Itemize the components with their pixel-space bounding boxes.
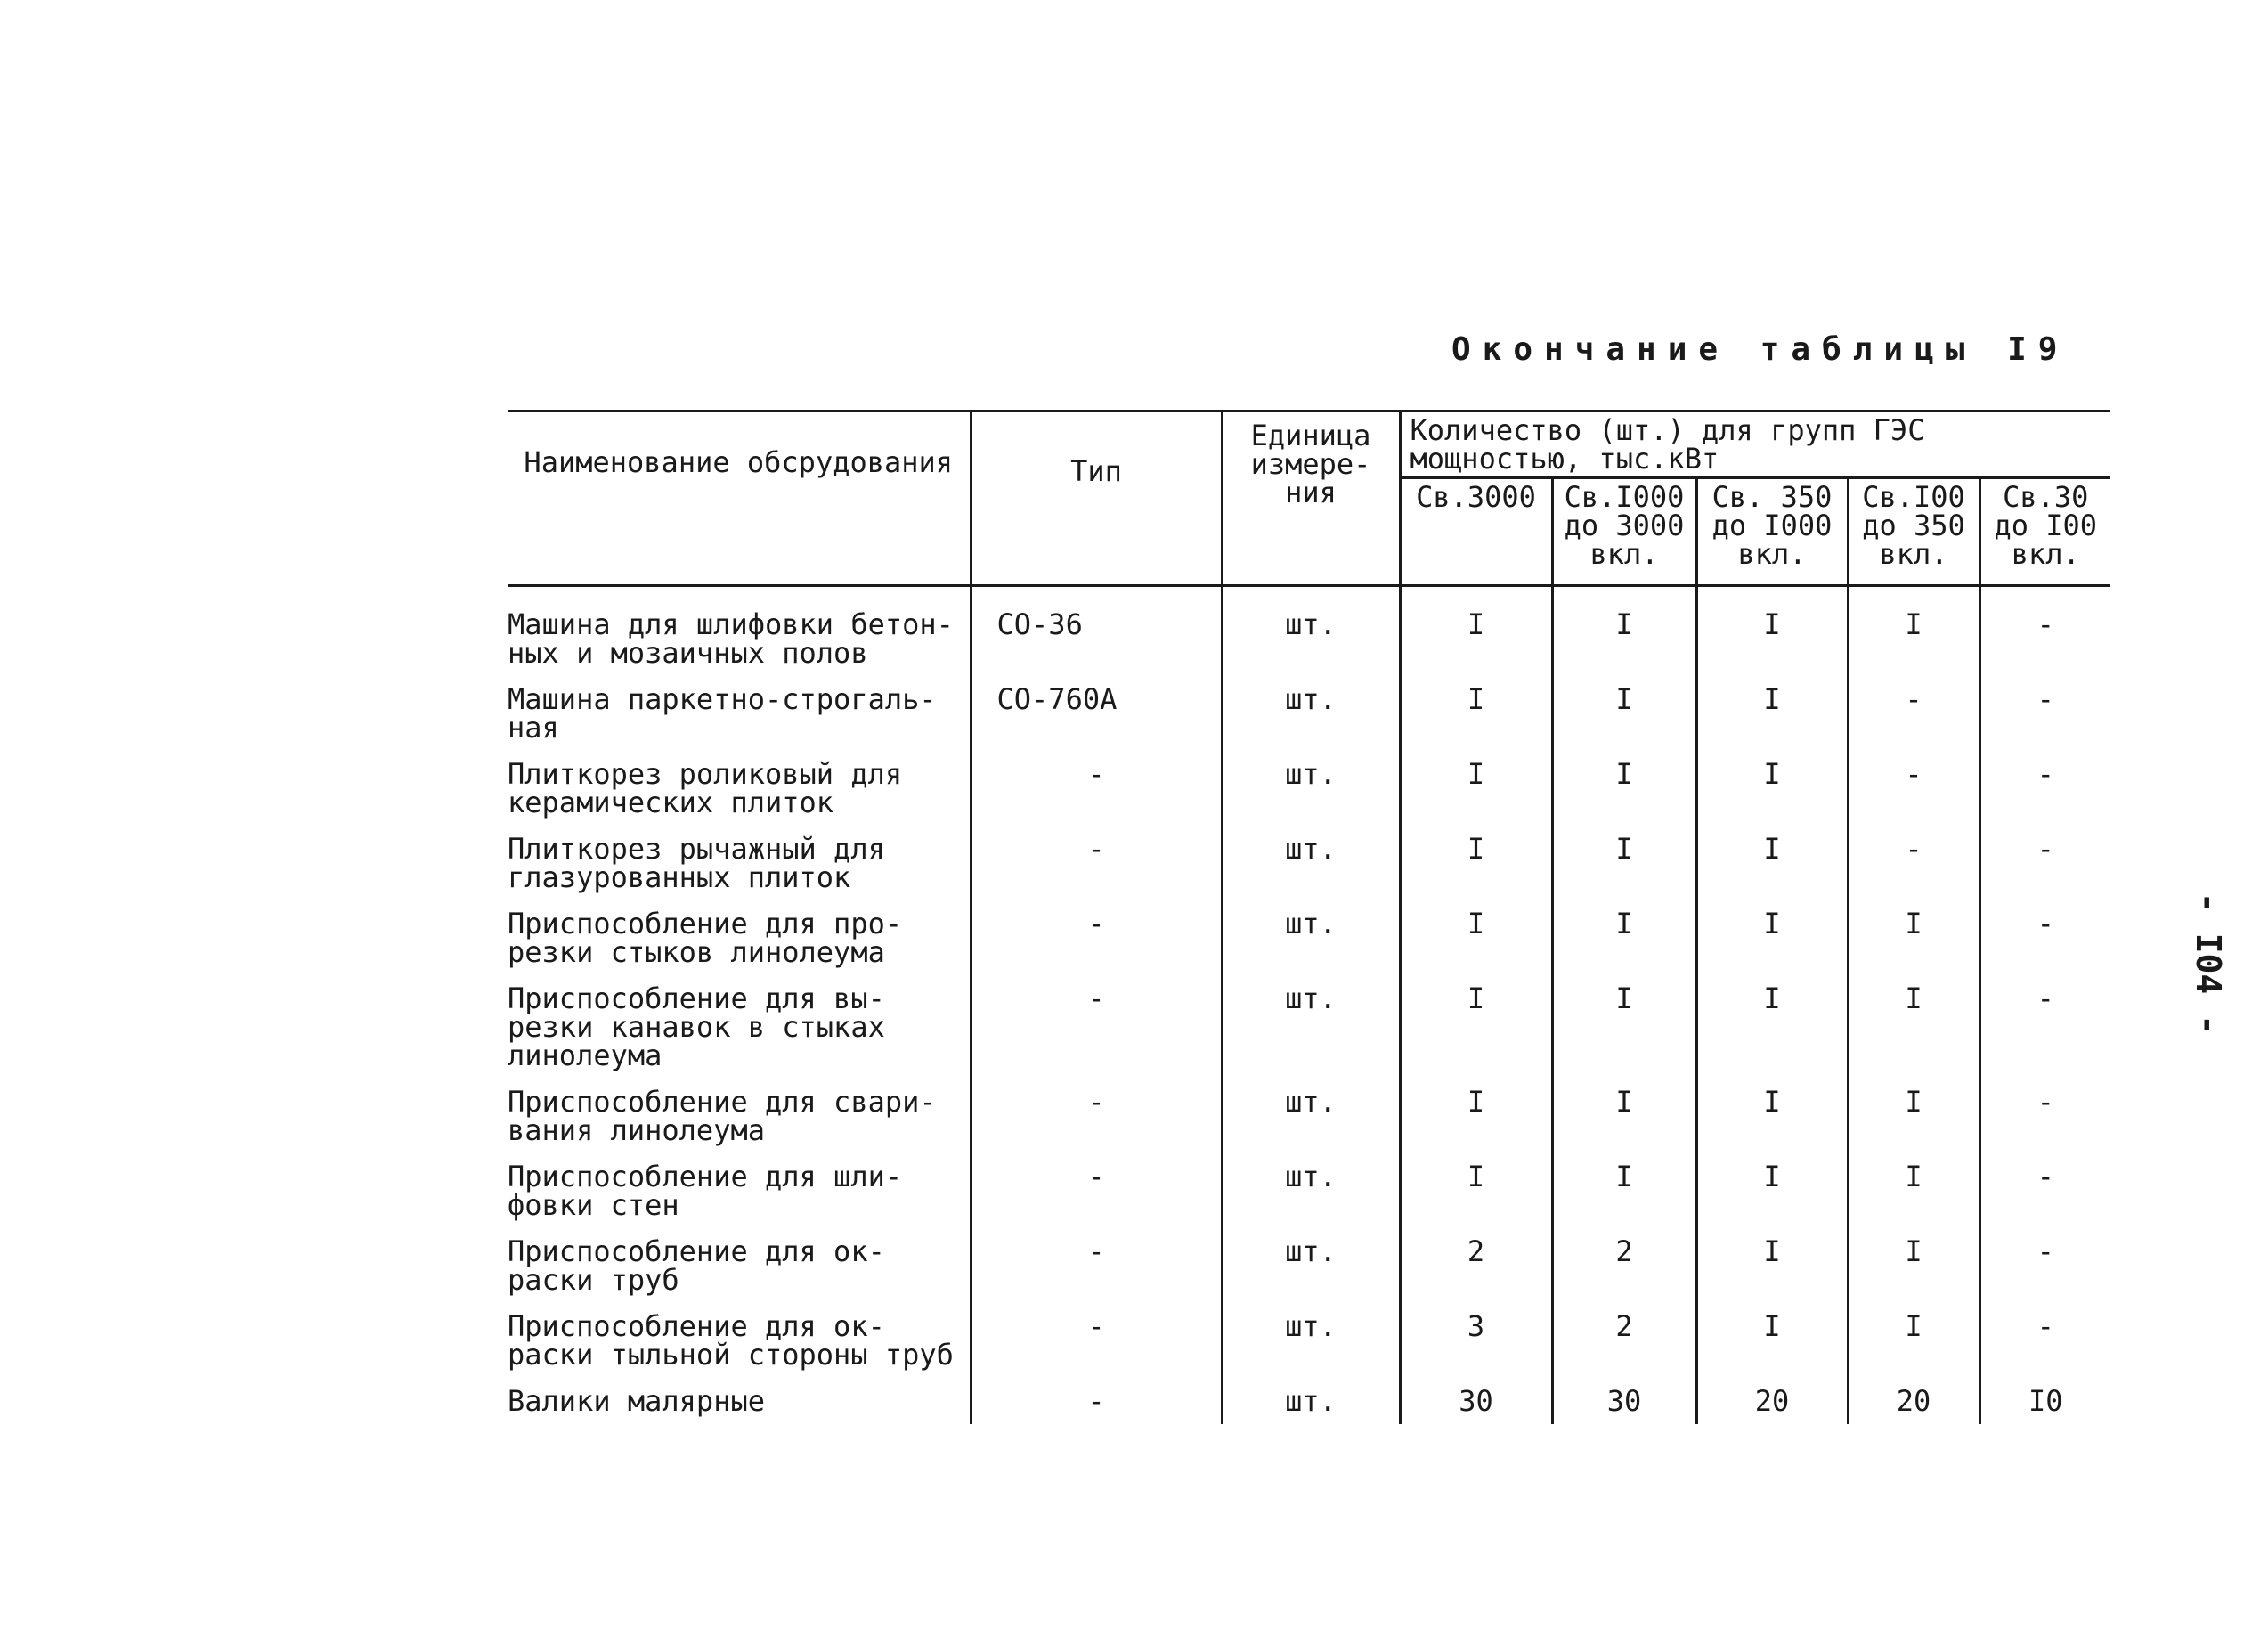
- header-group-2: Св.I000 до 3000 вкл.: [1552, 478, 1696, 586]
- table-caption: Окончание таблицы I9: [1451, 331, 2069, 368]
- qty-group-5: -: [1979, 826, 2110, 900]
- qty-group-3: I: [1696, 826, 1848, 900]
- equipment-name: Машина паркетно-строгаль- ная: [508, 682, 937, 745]
- equipment-type: -: [971, 1378, 1222, 1424]
- qty-group-2: I: [1552, 751, 1696, 826]
- qty-group-2: I: [1552, 826, 1696, 900]
- qty-group-4: I: [1848, 1303, 1979, 1378]
- equipment-name: Приспособление для шли- фовки стен: [508, 1160, 903, 1222]
- qty-group-3: I: [1696, 900, 1848, 975]
- equipment-name: Приспособление для вы- резки канавок в стыках линолеума: [508, 981, 885, 1072]
- equipment-unit: шт.: [1222, 1378, 1400, 1424]
- equipment-name: Плиткорез роликовый для керамических плиток: [508, 757, 903, 819]
- header-name: Наименование обсрудования: [508, 411, 971, 586]
- qty-group-2: I: [1552, 900, 1696, 975]
- equipment-type: -: [971, 1303, 1222, 1378]
- table-row: [508, 1378, 2110, 1424]
- table-row: [508, 751, 2110, 826]
- qty-group-5: -: [1979, 1303, 2110, 1378]
- qty-group-5: -: [1979, 900, 2110, 975]
- header-type: Тип: [971, 411, 1222, 586]
- qty-group-5: -: [1979, 676, 2110, 751]
- equipment-name: Плиткорез рычажный для глазурованных плиток: [508, 832, 885, 894]
- equipment-type: -: [971, 1079, 1222, 1153]
- qty-group-5: -: [1979, 1079, 2110, 1153]
- qty-group-1: I: [1400, 975, 1552, 1079]
- qty-group-1: 3: [1400, 1303, 1552, 1378]
- qty-group-5: I0: [1979, 1378, 2110, 1424]
- qty-group-1: I: [1400, 751, 1552, 826]
- header-group-4: Св.I00 до 350 вкл.: [1848, 478, 1979, 586]
- equipment-unit: шт.: [1222, 900, 1400, 975]
- table-row: [508, 1303, 2110, 1378]
- qty-group-3: I: [1696, 586, 1848, 677]
- table-row: [508, 586, 2110, 677]
- qty-group-3: I: [1696, 1153, 1848, 1228]
- qty-group-5: -: [1979, 975, 2110, 1079]
- table-row: [508, 1228, 2110, 1303]
- qty-group-3: I: [1696, 1228, 1848, 1303]
- page-number: - I04 -: [2189, 892, 2229, 1036]
- table-row: [508, 826, 2110, 900]
- qty-group-1: I: [1400, 900, 1552, 975]
- qty-group-3: I: [1696, 751, 1848, 826]
- equipment-type: СО-760А: [971, 676, 1222, 751]
- equipment-name: Приспособление для про- резки стыков линолеума: [508, 907, 903, 969]
- table-row: [508, 975, 2110, 1079]
- equipment-name: Приспособление для свари- вания линолеума: [508, 1085, 937, 1147]
- qty-group-2: I: [1552, 1153, 1696, 1228]
- qty-group-4: I: [1848, 1079, 1979, 1153]
- qty-group-3: I: [1696, 975, 1848, 1079]
- equipment-type: -: [971, 975, 1222, 1079]
- equipment-unit: шт.: [1222, 1228, 1400, 1303]
- qty-group-4: -: [1848, 751, 1979, 826]
- qty-group-3: I: [1696, 1079, 1848, 1153]
- equipment-name: Машина для шлифовки бетон- ных и мозаичных полов: [508, 607, 954, 670]
- header-group-3: Св. 350 до I000 вкл.: [1696, 478, 1848, 586]
- qty-group-3: I: [1696, 676, 1848, 751]
- qty-group-5: -: [1979, 751, 2110, 826]
- qty-group-4: I: [1848, 900, 1979, 975]
- qty-group-4: -: [1848, 826, 1979, 900]
- equipment-name: Приспособление для ок- раски труб: [508, 1234, 885, 1297]
- qty-group-4: 20: [1848, 1378, 1979, 1424]
- equipment-unit: шт.: [1222, 826, 1400, 900]
- equipment-unit: шт.: [1222, 1079, 1400, 1153]
- qty-group-2: I: [1552, 1079, 1696, 1153]
- header-unit: Единица измере- ния: [1222, 411, 1400, 586]
- table-row: [508, 1079, 2110, 1153]
- table-row: [508, 676, 2110, 751]
- qty-group-2: I: [1552, 586, 1696, 677]
- table-row: [508, 1153, 2110, 1228]
- equipment-name: Приспособление для ок- раски тыльной стороны труб: [508, 1309, 954, 1372]
- qty-group-2: I: [1552, 676, 1696, 751]
- equipment-unit: шт.: [1222, 676, 1400, 751]
- equipment-type: -: [971, 751, 1222, 826]
- qty-group-1: I: [1400, 826, 1552, 900]
- equipment-unit: шт.: [1222, 1303, 1400, 1378]
- equipment-type: -: [971, 1153, 1222, 1228]
- qty-group-1: I: [1400, 676, 1552, 751]
- qty-group-5: -: [1979, 586, 2110, 677]
- qty-group-2: 30: [1552, 1378, 1696, 1424]
- qty-group-3: 20: [1696, 1378, 1848, 1424]
- header-group-1: Св.3000: [1400, 478, 1552, 586]
- qty-group-1: I: [1400, 586, 1552, 677]
- qty-group-1: I: [1400, 1153, 1552, 1228]
- qty-group-4: I: [1848, 1153, 1979, 1228]
- qty-group-4: I: [1848, 975, 1979, 1079]
- table-row: [508, 900, 2110, 975]
- qty-group-1: 30: [1400, 1378, 1552, 1424]
- qty-group-1: I: [1400, 1079, 1552, 1153]
- equipment-unit: шт.: [1222, 975, 1400, 1079]
- equipment-table-container: [508, 410, 2110, 1424]
- equipment-type: -: [971, 1228, 1222, 1303]
- header-quantity-group: Количество (шт.) для групп ГЭС мощностью, тыс.кВт: [1400, 411, 2110, 478]
- qty-group-4: -: [1848, 676, 1979, 751]
- equipment-type: -: [971, 826, 1222, 900]
- equipment-type: СО-36: [971, 586, 1222, 677]
- qty-group-2: 2: [1552, 1303, 1696, 1378]
- equipment-unit: шт.: [1222, 586, 1400, 677]
- equipment-name: Валики малярные: [508, 1384, 765, 1418]
- equipment-table: [508, 410, 2110, 1424]
- qty-group-5: -: [1979, 1153, 2110, 1228]
- equipment-unit: шт.: [1222, 1153, 1400, 1228]
- header-group-5: Св.30 до I00 вкл.: [1979, 478, 2110, 586]
- equipment-type: -: [971, 900, 1222, 975]
- equipment-unit: шт.: [1222, 751, 1400, 826]
- qty-group-1: 2: [1400, 1228, 1552, 1303]
- qty-group-2: 2: [1552, 1228, 1696, 1303]
- qty-group-5: -: [1979, 1228, 2110, 1303]
- qty-group-2: I: [1552, 975, 1696, 1079]
- qty-group-4: I: [1848, 1228, 1979, 1303]
- qty-group-4: I: [1848, 586, 1979, 677]
- header-row-1: [508, 411, 2110, 478]
- qty-group-3: I: [1696, 1303, 1848, 1378]
